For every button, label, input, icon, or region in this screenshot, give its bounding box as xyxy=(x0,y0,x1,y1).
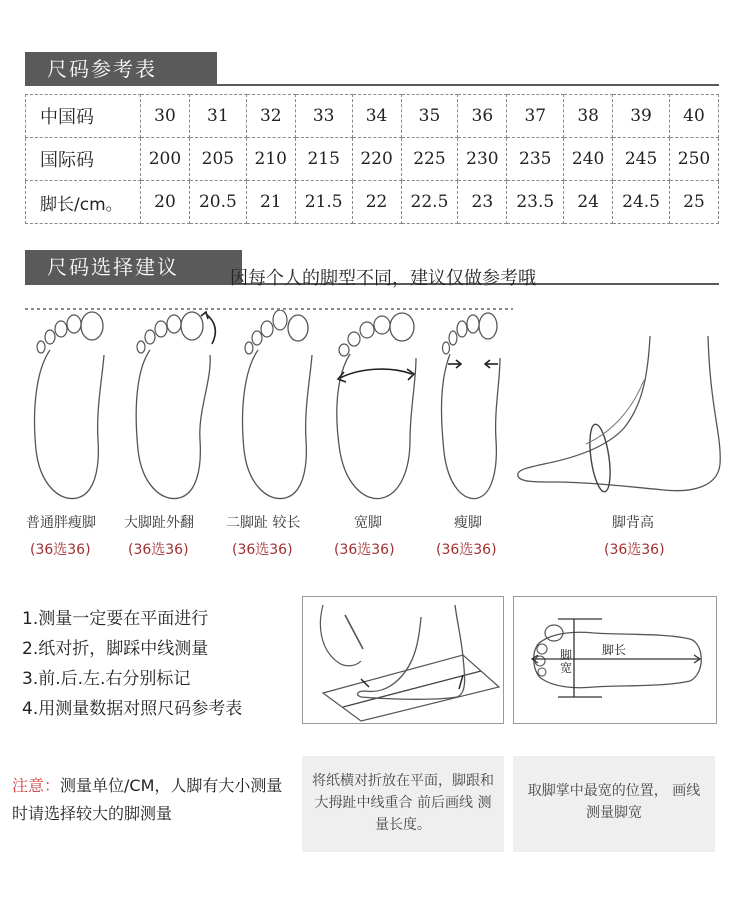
foot-sub-long-toe: (36选36) xyxy=(232,542,293,558)
foot-sub-bunion: (36选36) xyxy=(128,542,189,558)
table-cell: 33 xyxy=(295,95,352,138)
foot-label-wide: 宽脚 xyxy=(354,515,382,531)
caption-length-text: 将纸横对折放在平面，脚跟和大拇趾中线重合 前后画线 测量长度。 xyxy=(312,773,494,833)
table-row-intl xyxy=(26,138,719,181)
caption-width xyxy=(513,756,715,852)
foot-label-narrow: 瘦脚 xyxy=(454,515,482,531)
foot-sub-normal: (36选36) xyxy=(30,542,91,558)
table-cell: 31 xyxy=(189,95,246,138)
size-table xyxy=(25,94,719,224)
table-cell: 32 xyxy=(246,95,295,138)
table-cell: 23.5 xyxy=(507,181,564,224)
row-header: 国际码 xyxy=(26,138,141,181)
table-cell: 22 xyxy=(352,181,401,224)
foot-label-long-toe: 二脚趾 较长 xyxy=(226,515,301,531)
table-cell: 21.5 xyxy=(295,181,352,224)
foot-high-instep-illustration xyxy=(514,336,724,506)
table-cell: 200 xyxy=(141,138,190,181)
table-cell: 25 xyxy=(669,181,718,224)
table-cell: 220 xyxy=(352,138,401,181)
foot-width-label: 脚宽 xyxy=(560,648,573,675)
table-cell: 24 xyxy=(564,181,613,224)
note-text: 测量单位/CM，人脚有大小测量时请选择较大的脚测量 xyxy=(12,776,283,823)
table-cell: 34 xyxy=(352,95,401,138)
table-cell: 23 xyxy=(458,181,507,224)
caption-width-text: 取脚掌中最宽的位置， 画线测量脚宽 xyxy=(527,783,701,821)
table-cell: 235 xyxy=(507,138,564,181)
table-cell: 36 xyxy=(458,95,507,138)
foot-length-label: 脚长 xyxy=(602,643,627,657)
table-cell: 22.5 xyxy=(401,181,458,224)
table-cell: 225 xyxy=(401,138,458,181)
table-cell: 250 xyxy=(669,138,718,181)
table-cell: 38 xyxy=(564,95,613,138)
foot-wide-illustration xyxy=(330,310,422,505)
measure-length-photo xyxy=(302,596,504,724)
table-cell: 21 xyxy=(246,181,295,224)
measure-note xyxy=(12,772,292,828)
measure-steps xyxy=(22,604,242,724)
advice-header xyxy=(25,250,242,284)
table-cell: 240 xyxy=(564,138,613,181)
measure-width-photo xyxy=(513,596,717,724)
foot-long-second-toe-illustration xyxy=(232,310,322,505)
step-item: 3.前.后.左.右分别标记 xyxy=(22,669,191,689)
row-header: 脚长/cm。 xyxy=(26,181,141,224)
table-cell: 30 xyxy=(141,95,190,138)
advice-note: 因每个人的脚型不同，建议仅做参考哦 xyxy=(230,268,536,289)
size-chart-title: 尺码参考表 xyxy=(47,57,157,81)
foot-sub-high-instep: (36选36) xyxy=(604,542,665,558)
foot-label-bunion: 大脚趾外翻 xyxy=(124,515,194,531)
step-item: 1.测量一定要在平面进行 xyxy=(22,609,209,629)
table-cell: 39 xyxy=(613,95,670,138)
step-item: 4.用测量数据对照尺码参考表 xyxy=(22,699,243,719)
table-cell: 230 xyxy=(458,138,507,181)
note-warning-label: 注意： xyxy=(12,776,61,795)
foot-narrow-illustration xyxy=(434,310,514,505)
table-cell: 40 xyxy=(669,95,718,138)
table-cell: 20 xyxy=(141,181,190,224)
table-row-length xyxy=(26,181,719,224)
foot-sub-wide: (36选36) xyxy=(334,542,395,558)
table-cell: 205 xyxy=(189,138,246,181)
table-cell: 245 xyxy=(613,138,670,181)
foot-label-high-instep: 脚背高 xyxy=(612,515,654,531)
table-cell: 24.5 xyxy=(613,181,670,224)
size-chart-header xyxy=(25,52,217,86)
step-item: 2.纸对折，脚踩中线测量 xyxy=(22,639,209,659)
foot-bunion-illustration xyxy=(126,310,226,505)
table-cell: 37 xyxy=(507,95,564,138)
table-row-cn xyxy=(26,95,719,138)
table-cell: 20.5 xyxy=(189,181,246,224)
caption-length xyxy=(302,756,504,852)
row-header: 中国码 xyxy=(26,95,141,138)
table-cell: 215 xyxy=(295,138,352,181)
table-cell: 210 xyxy=(246,138,295,181)
size-chart-header-line xyxy=(25,84,719,86)
foot-normal-illustration xyxy=(22,310,112,505)
foot-sub-narrow: (36选36) xyxy=(436,542,497,558)
foot-label-normal: 普通胖瘦脚 xyxy=(26,515,96,531)
table-cell: 35 xyxy=(401,95,458,138)
advice-title: 尺码选择建议 xyxy=(47,255,179,279)
